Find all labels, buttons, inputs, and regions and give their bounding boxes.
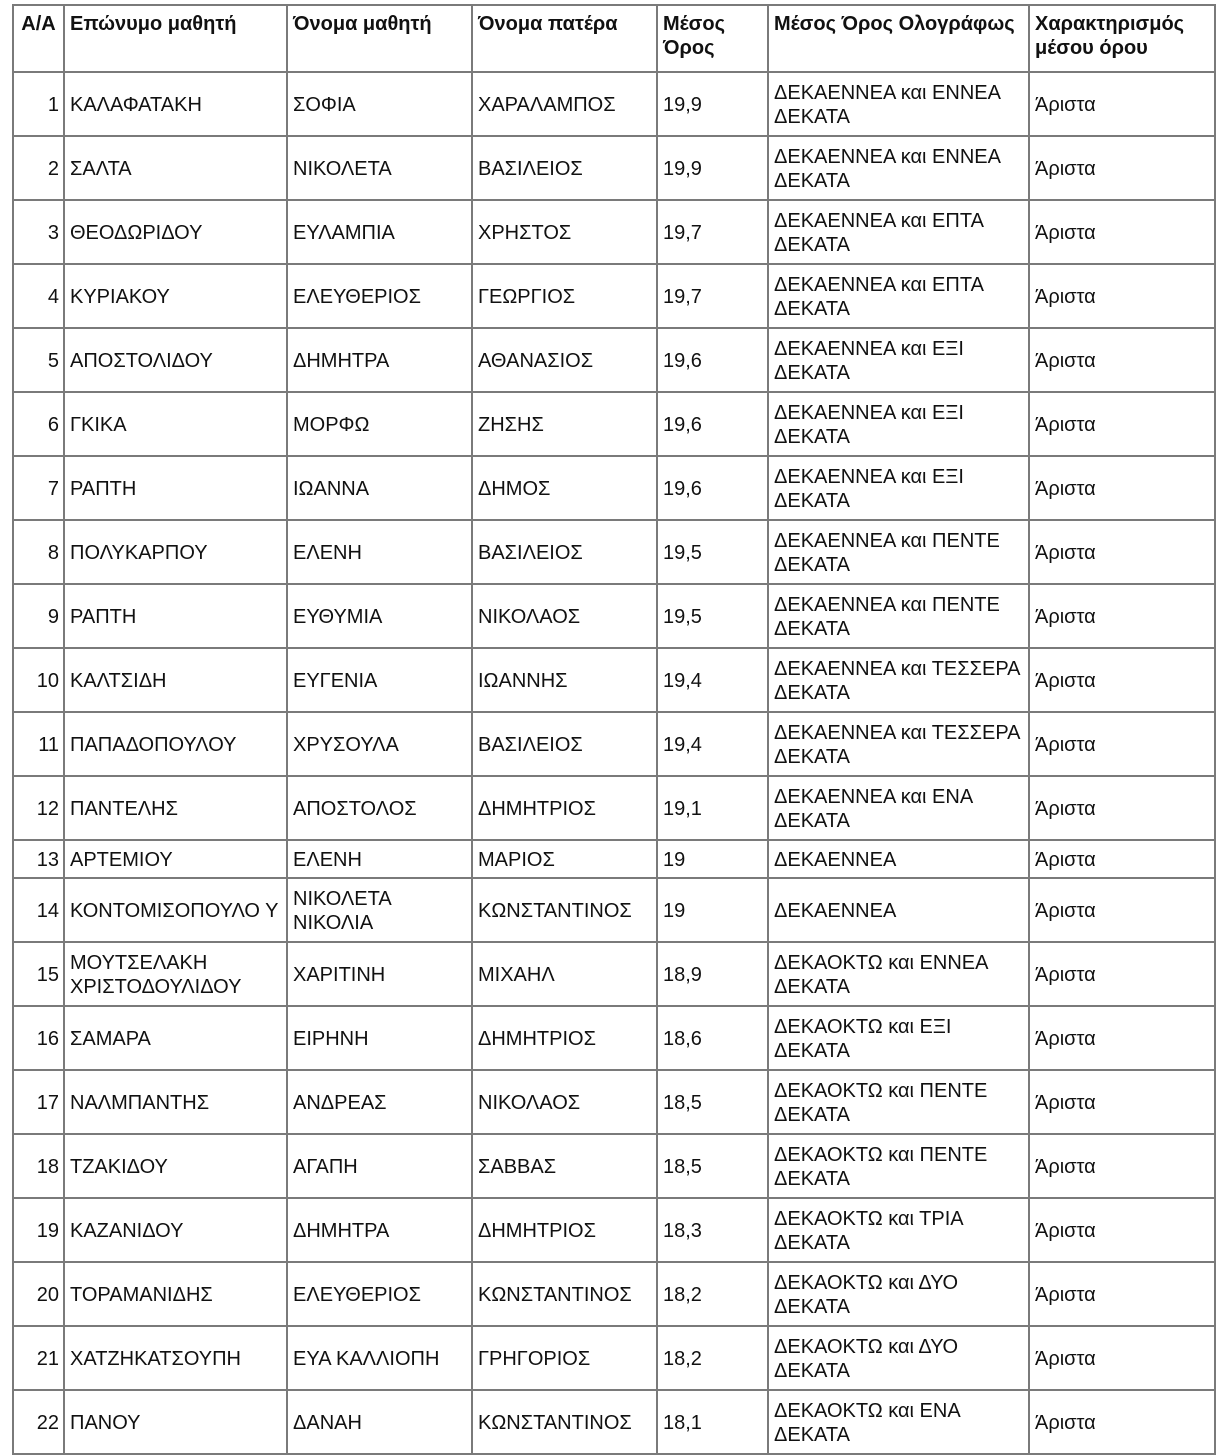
table-row	[13, 1262, 1215, 1326]
cell-aa: 12	[13, 776, 64, 840]
cell-father: ΓΡΗΓΟΡΙΟΣ	[472, 1326, 657, 1390]
table-row	[13, 942, 1215, 1006]
cell-aa: 17	[13, 1070, 64, 1134]
cell-name: ΕΛΕΝΗ	[287, 840, 472, 878]
cell-aa: 14	[13, 878, 64, 942]
table-body	[13, 72, 1215, 1454]
cell-aa: 22	[13, 1390, 64, 1454]
header-surname: Επώνυμο μαθητή	[64, 5, 287, 72]
cell-average-words: ΔΕΚΑΕΝΝΕΑ και ΠΕΝΤΕ ΔΕΚΑΤΑ	[768, 520, 1029, 584]
cell-aa: 9	[13, 584, 64, 648]
cell-average: 19,1	[657, 776, 768, 840]
cell-surname: ΚΑΛΤΣΙΔΗ	[64, 648, 287, 712]
cell-father: ΒΑΣΙΛΕΙΟΣ	[472, 136, 657, 200]
cell-average: 18,5	[657, 1070, 768, 1134]
cell-father: ΚΩΝΣΤΑΝΤΙΝΟΣ	[472, 1262, 657, 1326]
cell-average-words: ΔΕΚΑΕΝΝΕΑ	[768, 840, 1029, 878]
cell-father: ΜΙΧΑΗΛ	[472, 942, 657, 1006]
table-row	[13, 776, 1215, 840]
cell-grade-label: Άριστα	[1029, 520, 1215, 584]
cell-surname: ΠΑΝΤΕΛΗΣ	[64, 776, 287, 840]
cell-name: ΕΙΡΗΝΗ	[287, 1006, 472, 1070]
cell-surname: ΤΖΑΚΙΔΟΥ	[64, 1134, 287, 1198]
cell-average-words: ΔΕΚΑΕΝΝΕΑ και ΕΠΤΑ ΔΕΚΑΤΑ	[768, 264, 1029, 328]
cell-average: 19,5	[657, 584, 768, 648]
cell-average: 19,6	[657, 456, 768, 520]
cell-aa: 1	[13, 72, 64, 136]
cell-surname: ΑΠΟΣΤΟΛΙΔΟΥ	[64, 328, 287, 392]
cell-grade-label: Άριστα	[1029, 712, 1215, 776]
cell-aa: 2	[13, 136, 64, 200]
cell-aa: 19	[13, 1198, 64, 1262]
cell-aa: 6	[13, 392, 64, 456]
cell-name: ΧΑΡΙΤΙΝΗ	[287, 942, 472, 1006]
cell-name: ΕΛΕΥΘΕΡΙΟΣ	[287, 1262, 472, 1326]
table-row	[13, 328, 1215, 392]
cell-grade-label: Άριστα	[1029, 136, 1215, 200]
cell-name: ΑΓΑΠΗ	[287, 1134, 472, 1198]
cell-father: ΚΩΝΣΤΑΝΤΙΝΟΣ	[472, 878, 657, 942]
cell-father: ΝΙΚΟΛΑΟΣ	[472, 1070, 657, 1134]
table-row	[13, 1198, 1215, 1262]
header-father: Όνομα πατέρα	[472, 5, 657, 72]
cell-grade-label: Άριστα	[1029, 392, 1215, 456]
cell-average: 18,1	[657, 1390, 768, 1454]
cell-average-words: ΔΕΚΑΟΚΤΩ και ΤΡΙΑ ΔΕΚΑΤΑ	[768, 1198, 1029, 1262]
cell-surname: ΡΑΠΤΗ	[64, 584, 287, 648]
cell-grade-label: Άριστα	[1029, 1390, 1215, 1454]
cell-grade-label: Άριστα	[1029, 942, 1215, 1006]
cell-grade-label: Άριστα	[1029, 1262, 1215, 1326]
cell-average: 19,4	[657, 648, 768, 712]
cell-name: ΕΛΕΥΘΕΡΙΟΣ	[287, 264, 472, 328]
cell-father: ΙΩΑΝΝΗΣ	[472, 648, 657, 712]
table-row	[13, 1070, 1215, 1134]
cell-name: ΕΛΕΝΗ	[287, 520, 472, 584]
table-row	[13, 1134, 1215, 1198]
cell-grade-label: Άριστα	[1029, 1326, 1215, 1390]
cell-grade-label: Άριστα	[1029, 456, 1215, 520]
cell-name: ΔΗΜΗΤΡΑ	[287, 328, 472, 392]
cell-aa: 5	[13, 328, 64, 392]
cell-name: ΜΟΡΦΩ	[287, 392, 472, 456]
cell-average-words: ΔΕΚΑΕΝΝΕΑ και ΕΝΑ ΔΕΚΑΤΑ	[768, 776, 1029, 840]
cell-grade-label: Άριστα	[1029, 1006, 1215, 1070]
cell-father: ΒΑΣΙΛΕΙΟΣ	[472, 712, 657, 776]
header-grade-label: Χαρακτηρισμός μέσου όρου	[1029, 5, 1215, 72]
cell-surname: ΚΑΖΑΝΙΔΟΥ	[64, 1198, 287, 1262]
cell-surname: ΤΟΡΑΜΑΝΙΔΗΣ	[64, 1262, 287, 1326]
header-row	[13, 5, 1215, 72]
cell-average-words: ΔΕΚΑΕΝΝΕΑ και ΕΠΤΑ ΔΕΚΑΤΑ	[768, 200, 1029, 264]
cell-aa: 18	[13, 1134, 64, 1198]
grades-table	[12, 4, 1216, 1455]
cell-aa: 4	[13, 264, 64, 328]
cell-name: ΔΗΜΗΤΡΑ	[287, 1198, 472, 1262]
cell-surname: ΚΥΡΙΑΚΟΥ	[64, 264, 287, 328]
cell-average: 19,6	[657, 328, 768, 392]
table-row	[13, 878, 1215, 942]
cell-grade-label: Άριστα	[1029, 72, 1215, 136]
cell-average: 19,4	[657, 712, 768, 776]
cell-average-words: ΔΕΚΑΟΚΤΩ και ΔΥΟ ΔΕΚΑΤΑ	[768, 1262, 1029, 1326]
cell-father: ΣΑΒΒΑΣ	[472, 1134, 657, 1198]
cell-grade-label: Άριστα	[1029, 328, 1215, 392]
table-row	[13, 456, 1215, 520]
cell-grade-label: Άριστα	[1029, 878, 1215, 942]
cell-average: 19,9	[657, 72, 768, 136]
cell-average-words: ΔΕΚΑΕΝΝΕΑ και ΕΞΙ ΔΕΚΑΤΑ	[768, 456, 1029, 520]
cell-surname: ΝΑΛΜΠΑΝΤΗΣ	[64, 1070, 287, 1134]
header-average-words: Μέσος Όρος Ολογράφως	[768, 5, 1029, 72]
table-row	[13, 1006, 1215, 1070]
cell-name: ΙΩΑΝΝΑ	[287, 456, 472, 520]
cell-father: ΔΗΜΗΤΡΙΟΣ	[472, 1198, 657, 1262]
cell-aa: 16	[13, 1006, 64, 1070]
cell-name: ΕΥΘΥΜΙΑ	[287, 584, 472, 648]
cell-grade-label: Άριστα	[1029, 200, 1215, 264]
cell-father: ΔΗΜΗΤΡΙΟΣ	[472, 776, 657, 840]
cell-father: ΝΙΚΟΛΑΟΣ	[472, 584, 657, 648]
cell-father: ΚΩΝΣΤΑΝΤΙΝΟΣ	[472, 1390, 657, 1454]
cell-aa: 3	[13, 200, 64, 264]
cell-surname: ΑΡΤΕΜΙΟΥ	[64, 840, 287, 878]
table-row	[13, 264, 1215, 328]
cell-aa: 7	[13, 456, 64, 520]
cell-surname: ΠΟΛΥΚΑΡΠΟΥ	[64, 520, 287, 584]
cell-surname: ΠΑΠΑΔΟΠΟΥΛΟΥ	[64, 712, 287, 776]
cell-name: ΣΟΦΙΑ	[287, 72, 472, 136]
header-aa: Α/Α	[13, 5, 64, 72]
cell-aa: 8	[13, 520, 64, 584]
cell-aa: 15	[13, 942, 64, 1006]
table-row	[13, 1326, 1215, 1390]
cell-father: ΧΑΡΑΛΑΜΠΟΣ	[472, 72, 657, 136]
cell-average: 18,6	[657, 1006, 768, 1070]
cell-father: ΖΗΣΗΣ	[472, 392, 657, 456]
cell-average: 18,5	[657, 1134, 768, 1198]
cell-surname: ΣΑΛΤΑ	[64, 136, 287, 200]
cell-name: ΝΙΚΟΛΕΤΑ	[287, 136, 472, 200]
cell-average: 19,5	[657, 520, 768, 584]
cell-surname: ΚΟΝΤΟΜΙΣΟΠΟΥΛΟ Υ	[64, 878, 287, 942]
cell-father: ΔΗΜΟΣ	[472, 456, 657, 520]
cell-surname: ΓΚΙΚΑ	[64, 392, 287, 456]
cell-average-words: ΔΕΚΑΕΝΝΕΑ	[768, 878, 1029, 942]
cell-average-words: ΔΕΚΑΕΝΝΕΑ και ΤΕΣΣΕΡΑ ΔΕΚΑΤΑ	[768, 712, 1029, 776]
cell-average-words: ΔΕΚΑΕΝΝΕΑ και ΠΕΝΤΕ ΔΕΚΑΤΑ	[768, 584, 1029, 648]
header-name: Όνομα μαθητή	[287, 5, 472, 72]
table-row	[13, 392, 1215, 456]
cell-father: ΒΑΣΙΛΕΙΟΣ	[472, 520, 657, 584]
cell-surname: ΘΕΟΔΩΡΙΔΟΥ	[64, 200, 287, 264]
cell-surname: ΜΟΥΤΣΕΛΑΚΗ ΧΡΙΣΤΟΔΟΥΛΙΔΟΥ	[64, 942, 287, 1006]
cell-average-words: ΔΕΚΑΟΚΤΩ και ΕΝΝΕΑ ΔΕΚΑΤΑ	[768, 942, 1029, 1006]
cell-grade-label: Άριστα	[1029, 264, 1215, 328]
header-average: Μέσος Όρος	[657, 5, 768, 72]
cell-average: 18,3	[657, 1198, 768, 1262]
cell-aa: 13	[13, 840, 64, 878]
cell-surname: ΣΑΜΑΡΑ	[64, 1006, 287, 1070]
cell-average-words: ΔΕΚΑΟΚΤΩ και ΠΕΝΤΕ ΔΕΚΑΤΑ	[768, 1070, 1029, 1134]
cell-aa: 10	[13, 648, 64, 712]
cell-name: ΕΥΑ ΚΑΛΛΙΟΠΗ	[287, 1326, 472, 1390]
cell-average: 19,7	[657, 200, 768, 264]
cell-surname: ΡΑΠΤΗ	[64, 456, 287, 520]
cell-name: ΕΥΓΕΝΙΑ	[287, 648, 472, 712]
cell-average-words: ΔΕΚΑΟΚΤΩ και ΔΥΟ ΔΕΚΑΤΑ	[768, 1326, 1029, 1390]
cell-average-words: ΔΕΚΑΕΝΝΕΑ και ΕΝΝΕΑ ΔΕΚΑΤΑ	[768, 72, 1029, 136]
cell-name: ΕΥΛΑΜΠΙΑ	[287, 200, 472, 264]
cell-name: ΔΑΝΑΗ	[287, 1390, 472, 1454]
cell-name: ΝΙΚΟΛΕΤΑ ΝΙΚΟΛΙΑ	[287, 878, 472, 942]
table-row	[13, 136, 1215, 200]
cell-average-words: ΔΕΚΑΟΚΤΩ και ΕΞΙ ΔΕΚΑΤΑ	[768, 1006, 1029, 1070]
cell-average-words: ΔΕΚΑΕΝΝΕΑ και ΕΝΝΕΑ ΔΕΚΑΤΑ	[768, 136, 1029, 200]
cell-average-words: ΔΕΚΑΕΝΝΕΑ και ΤΕΣΣΕΡΑ ΔΕΚΑΤΑ	[768, 648, 1029, 712]
cell-average: 19,6	[657, 392, 768, 456]
cell-grade-label: Άριστα	[1029, 776, 1215, 840]
cell-grade-label: Άριστα	[1029, 1198, 1215, 1262]
cell-name: ΑΠΟΣΤΟΛΟΣ	[287, 776, 472, 840]
table-header	[13, 5, 1215, 72]
cell-name: ΧΡΥΣΟΥΛΑ	[287, 712, 472, 776]
cell-average: 19	[657, 878, 768, 942]
cell-average: 18,2	[657, 1262, 768, 1326]
cell-father: ΓΕΩΡΓΙΟΣ	[472, 264, 657, 328]
table-row	[13, 840, 1215, 878]
cell-grade-label: Άριστα	[1029, 648, 1215, 712]
table-row	[13, 584, 1215, 648]
table-row	[13, 1390, 1215, 1454]
cell-aa: 20	[13, 1262, 64, 1326]
cell-surname: ΠΑΝΟΥ	[64, 1390, 287, 1454]
cell-father: ΑΘΑΝΑΣΙΟΣ	[472, 328, 657, 392]
table-row	[13, 520, 1215, 584]
cell-grade-label: Άριστα	[1029, 1070, 1215, 1134]
cell-grade-label: Άριστα	[1029, 1134, 1215, 1198]
cell-father: ΜΑΡΙΟΣ	[472, 840, 657, 878]
cell-aa: 11	[13, 712, 64, 776]
cell-average: 18,2	[657, 1326, 768, 1390]
table-row	[13, 712, 1215, 776]
cell-aa: 21	[13, 1326, 64, 1390]
cell-surname: ΧΑΤΖΗΚΑΤΣΟΥΠΗ	[64, 1326, 287, 1390]
table-row	[13, 648, 1215, 712]
cell-average: 18,9	[657, 942, 768, 1006]
table-row	[13, 72, 1215, 136]
cell-average-words: ΔΕΚΑΕΝΝΕΑ και ΕΞΙ ΔΕΚΑΤΑ	[768, 392, 1029, 456]
table-row	[13, 200, 1215, 264]
cell-grade-label: Άριστα	[1029, 584, 1215, 648]
cell-father: ΔΗΜΗΤΡΙΟΣ	[472, 1006, 657, 1070]
cell-average-words: ΔΕΚΑΟΚΤΩ και ΠΕΝΤΕ ΔΕΚΑΤΑ	[768, 1134, 1029, 1198]
cell-surname: ΚΑΛΑΦΑΤΑΚΗ	[64, 72, 287, 136]
cell-average: 19	[657, 840, 768, 878]
cell-average: 19,7	[657, 264, 768, 328]
cell-name: ΑΝΔΡΕΑΣ	[287, 1070, 472, 1134]
cell-average-words: ΔΕΚΑΟΚΤΩ και ΕΝΑ ΔΕΚΑΤΑ	[768, 1390, 1029, 1454]
cell-average: 19,9	[657, 136, 768, 200]
cell-average-words: ΔΕΚΑΕΝΝΕΑ και ΕΞΙ ΔΕΚΑΤΑ	[768, 328, 1029, 392]
cell-father: ΧΡΗΣΤΟΣ	[472, 200, 657, 264]
cell-grade-label: Άριστα	[1029, 840, 1215, 878]
